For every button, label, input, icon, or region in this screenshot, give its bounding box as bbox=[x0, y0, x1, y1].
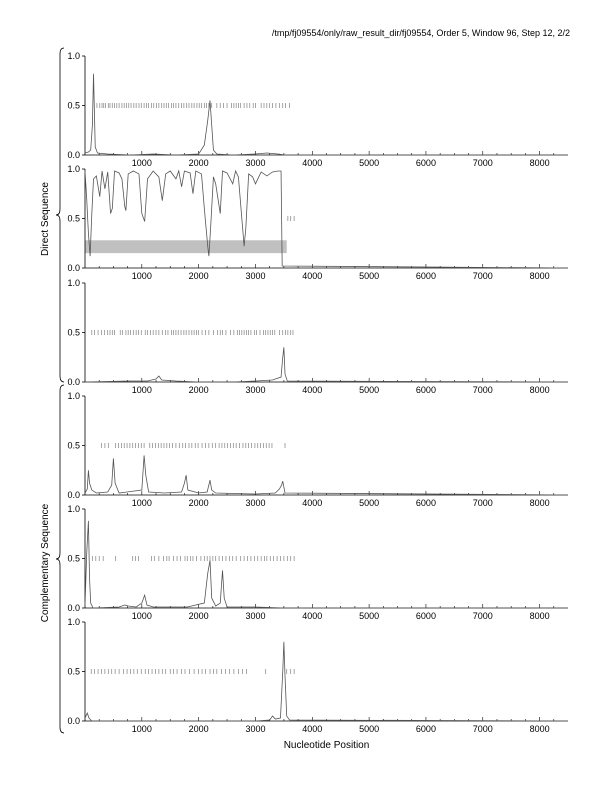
x-tick-label: 2000 bbox=[188, 158, 209, 168]
x-tick-label: 8000 bbox=[529, 611, 550, 621]
x-tick-label: 7000 bbox=[472, 498, 493, 508]
y-tick-label: 0.5 bbox=[67, 213, 80, 224]
x-tick-label: 3000 bbox=[245, 611, 266, 621]
x-tick-label: 6000 bbox=[415, 158, 436, 168]
x-tick-label: 3000 bbox=[245, 158, 266, 168]
x-tick-label: 8000 bbox=[529, 158, 550, 168]
panel-direct-2 bbox=[67, 164, 568, 281]
panel-complement-3 bbox=[67, 617, 568, 734]
x-tick-label: 4000 bbox=[302, 158, 323, 168]
panel-complement-2 bbox=[67, 504, 568, 621]
x-tick-label: 7000 bbox=[472, 385, 493, 395]
x-tick-label: 5000 bbox=[359, 498, 380, 508]
y-tick-label: 1.0 bbox=[67, 51, 80, 61]
highlight-band bbox=[85, 240, 287, 253]
x-tick-label: 2000 bbox=[188, 611, 209, 621]
y-tick-label: 0.0 bbox=[67, 377, 80, 387]
x-tick-label: 1000 bbox=[131, 498, 152, 508]
x-tick-label: 4000 bbox=[302, 385, 323, 395]
y-tick-label: 0.5 bbox=[67, 100, 80, 111]
x-tick-label: 2000 bbox=[188, 271, 209, 281]
x-tick-label: 6000 bbox=[415, 611, 436, 621]
y-tick-label: 0.5 bbox=[67, 327, 80, 338]
chart-title: /tmp/fj09554/only/raw_result_dir/fj09554, Order 5, Window 96, Step 12, 2/2 bbox=[271, 28, 570, 38]
x-tick-label: 4000 bbox=[302, 498, 323, 508]
x-tick-label: 3000 bbox=[245, 498, 266, 508]
y-tick-label: 1.0 bbox=[67, 504, 80, 514]
panel-direct-1 bbox=[67, 51, 568, 168]
x-tick-label: 4000 bbox=[302, 271, 323, 281]
x-tick-label: 3000 bbox=[245, 724, 266, 734]
x-tick-label: 3000 bbox=[245, 271, 266, 281]
y-tick-label: 0.0 bbox=[67, 263, 80, 273]
y-tick-label: 0.0 bbox=[67, 490, 80, 500]
x-tick-label: 5000 bbox=[359, 385, 380, 395]
x-tick-label: 7000 bbox=[472, 724, 493, 734]
x-tick-label: 7000 bbox=[472, 158, 493, 168]
y-tick-label: 0.5 bbox=[67, 666, 80, 677]
x-tick-label: 7000 bbox=[472, 271, 493, 281]
x-axis-label: Nucleotide Position bbox=[283, 740, 370, 751]
x-tick-label: 8000 bbox=[529, 724, 550, 734]
series-line bbox=[85, 642, 568, 721]
complementary-sequence-label: Complementary Sequence bbox=[40, 503, 51, 623]
y-tick-label: 1.0 bbox=[67, 164, 80, 174]
x-tick-label: 3000 bbox=[245, 385, 266, 395]
x-tick-label: 5000 bbox=[359, 271, 380, 281]
complementary-group-brace bbox=[56, 385, 64, 733]
series-line bbox=[85, 521, 568, 608]
y-tick-label: 0.5 bbox=[67, 553, 80, 564]
series-line bbox=[85, 171, 568, 268]
panel-complement-1 bbox=[67, 391, 568, 508]
x-tick-label: 6000 bbox=[415, 724, 436, 734]
y-tick-label: 1.0 bbox=[67, 278, 80, 288]
x-tick-label: 4000 bbox=[302, 724, 323, 734]
x-tick-label: 8000 bbox=[529, 498, 550, 508]
series-line bbox=[85, 347, 568, 382]
y-tick-label: 1.0 bbox=[67, 617, 80, 627]
direct-sequence-label: Direct Sequence bbox=[40, 182, 51, 256]
x-tick-label: 8000 bbox=[529, 385, 550, 395]
x-tick-label: 1000 bbox=[131, 385, 152, 395]
plot-panels bbox=[67, 51, 568, 734]
x-tick-label: 5000 bbox=[359, 158, 380, 168]
x-tick-label: 1000 bbox=[131, 271, 152, 281]
series-line bbox=[85, 74, 568, 155]
x-tick-label: 4000 bbox=[302, 611, 323, 621]
x-tick-label: 7000 bbox=[472, 611, 493, 621]
x-tick-label: 6000 bbox=[415, 385, 436, 395]
y-tick-label: 0.0 bbox=[67, 716, 80, 726]
y-tick-label: 0.5 bbox=[67, 440, 80, 451]
y-tick-label: 0.0 bbox=[67, 150, 80, 160]
panel-direct-3 bbox=[67, 278, 568, 395]
y-tick-label: 0.0 bbox=[67, 603, 80, 613]
x-tick-label: 1000 bbox=[131, 724, 152, 734]
direct-group-brace bbox=[56, 48, 64, 382]
series-line bbox=[85, 455, 568, 495]
x-tick-label: 6000 bbox=[415, 271, 436, 281]
x-tick-label: 2000 bbox=[188, 724, 209, 734]
x-tick-label: 1000 bbox=[131, 158, 152, 168]
y-tick-label: 1.0 bbox=[67, 391, 80, 401]
x-tick-label: 8000 bbox=[529, 271, 550, 281]
x-tick-label: 6000 bbox=[415, 498, 436, 508]
x-tick-label: 2000 bbox=[188, 498, 209, 508]
x-tick-label: 1000 bbox=[131, 611, 152, 621]
x-tick-label: 5000 bbox=[359, 724, 380, 734]
x-tick-label: 2000 bbox=[188, 385, 209, 395]
x-tick-label: 5000 bbox=[359, 611, 380, 621]
